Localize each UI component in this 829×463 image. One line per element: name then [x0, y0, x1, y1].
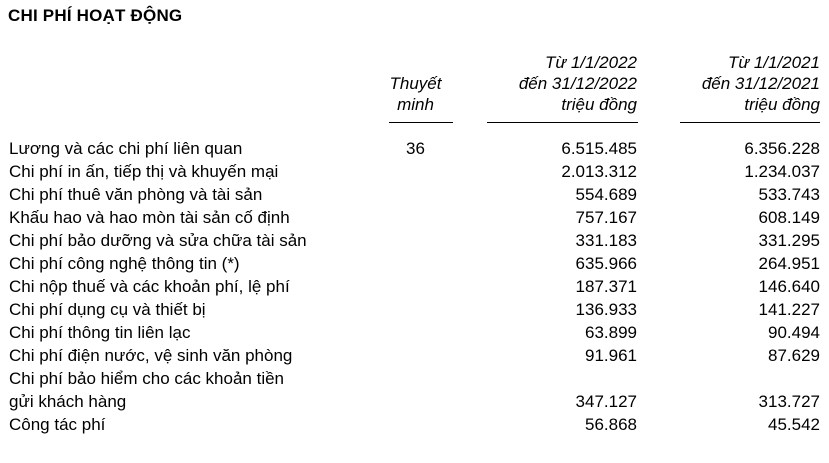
row-label-line: Lương và các chi phí liên quan	[9, 139, 243, 158]
row-label-line: Chi phí bảo dưỡng và sửa chữa tài sản	[9, 231, 307, 250]
header-note-underline	[389, 122, 453, 123]
row-value-2021: 313.727	[758, 392, 820, 411]
header-note-text	[378, 73, 453, 115]
row-label-line: Chi phí bảo hiểm cho các khoản tiền	[9, 369, 285, 388]
table-row	[0, 160, 829, 183]
table-row	[0, 137, 829, 160]
row-value-2022: 347.127	[575, 392, 637, 411]
row-label-line: Chi phí thông tin liên lạc	[9, 323, 191, 342]
header-period-2022	[470, 52, 637, 115]
row-value-2021: 87.629	[768, 346, 820, 365]
row-value-2021: 90.494	[768, 323, 820, 342]
table-row	[0, 206, 829, 229]
header-line: minh	[397, 95, 434, 114]
table-row	[0, 413, 829, 436]
row-label	[9, 298, 369, 321]
table-row	[0, 367, 829, 413]
row-value-2022: 554.689	[575, 185, 637, 204]
row-value-2022: 331.183	[575, 231, 637, 250]
row-label-line: Chi phí thuê văn phòng và tài sản	[9, 185, 263, 204]
row-label	[9, 160, 369, 183]
header-2021-underline	[680, 122, 820, 123]
table-row	[0, 344, 829, 367]
row-label	[9, 206, 369, 229]
row-label-line: Chi phí dụng cụ và thiết bị	[9, 300, 206, 319]
row-label	[9, 137, 369, 160]
header-line: đến 31/12/2022	[518, 74, 637, 93]
header-2022-underline	[487, 122, 638, 123]
header-line: Từ 1/1/2021	[727, 53, 820, 72]
row-label	[9, 229, 369, 252]
row-label-line: Chi nộp thuế và các khoản phí, lệ phí	[9, 277, 290, 296]
row-value-2021: 45.542	[768, 415, 820, 434]
header-line: Từ 1/1/2022	[544, 53, 637, 72]
table-row	[0, 321, 829, 344]
row-value-2021: 6.356.228	[744, 139, 820, 158]
row-value-2021: 533.743	[758, 185, 820, 204]
header-line: Thuyết	[389, 74, 442, 93]
row-value-2022: 63.899	[585, 323, 637, 342]
header-line: triệu đồng	[561, 95, 637, 114]
row-value-2021: 1.234.037	[744, 162, 820, 181]
table-row	[0, 252, 829, 275]
row-label-line: Chi phí công nghệ thông tin (*)	[9, 254, 240, 273]
row-value-2022: 56.868	[585, 415, 637, 434]
row-value-2021: 264.951	[758, 254, 820, 273]
header-period-2021-text	[660, 52, 820, 115]
row-value-2022: 136.933	[575, 300, 637, 319]
row-label	[9, 321, 369, 344]
table-row	[0, 183, 829, 206]
header-note	[378, 73, 453, 115]
header-period-2021	[660, 52, 820, 115]
row-label-line: Khấu hao và hao mòn tài sản cố định	[9, 208, 290, 227]
row-label	[9, 413, 369, 436]
row-label-line: Chi phí in ấn, tiếp thị và khuyến mại	[9, 162, 279, 181]
header-line: đến 31/12/2021	[701, 74, 820, 93]
row-value-2022: 2.013.312	[561, 162, 637, 181]
row-label-line: gửi khách hàng	[9, 392, 127, 411]
row-label	[9, 275, 369, 298]
header-period-2022-text	[470, 52, 637, 115]
row-value-2022: 91.961	[585, 346, 637, 365]
row-value-2021: 141.227	[758, 300, 820, 319]
row-value-2022: 6.515.485	[561, 139, 637, 158]
table-row	[0, 275, 829, 298]
row-label	[9, 344, 369, 367]
row-note: 36	[406, 139, 425, 158]
row-value-2022: 635.966	[575, 254, 637, 273]
header-line: triệu đồng	[744, 95, 820, 114]
table-row	[0, 298, 829, 321]
row-label	[9, 367, 369, 413]
row-label-line: Công tác phí	[9, 415, 106, 434]
row-value-2022: 187.371	[575, 277, 637, 296]
row-value-2021: 146.640	[758, 277, 820, 296]
table-row	[0, 229, 829, 252]
row-label-line: Chi phí điện nước, vệ sinh văn phòng	[9, 346, 293, 365]
row-label	[9, 252, 369, 275]
row-label	[9, 183, 369, 206]
row-value-2022: 757.167	[575, 208, 637, 227]
section-title: CHI PHÍ HOẠT ĐỘNG	[8, 6, 183, 25]
row-value-2021: 331.295	[758, 231, 820, 250]
expense-table	[0, 137, 829, 436]
row-value-2021: 608.149	[758, 208, 820, 227]
